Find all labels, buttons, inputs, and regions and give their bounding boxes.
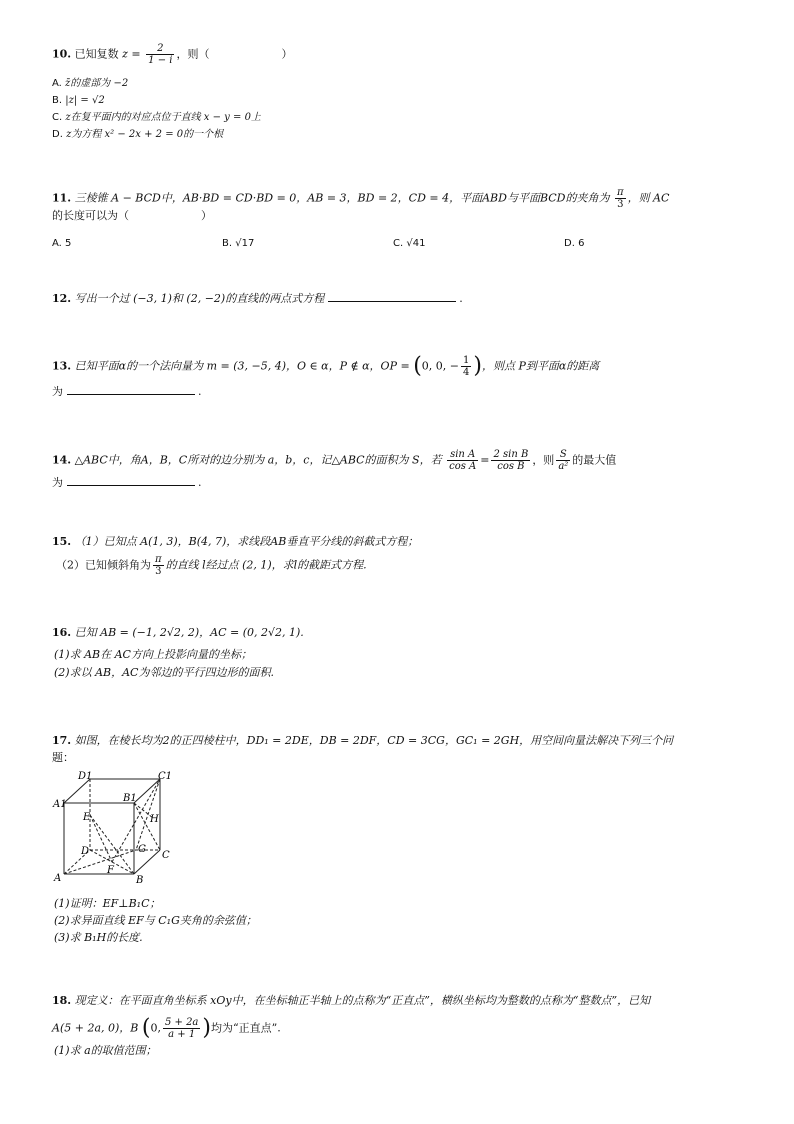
q11-conditions: AB·BD = CD·BD = 0，AB = 3，BD = 2，CD = 4，平面ABD与平面BCD的夹角为: [182, 191, 610, 205]
q12-text: 写出一个过 (−3, 1)和 (2, −2)的直线的两点式方程: [74, 292, 325, 305]
option-text: z为方程 x² − 2x + 2 = 0的一个根: [66, 129, 224, 140]
q14-f2-num: 2 sin B: [493, 449, 529, 460]
q10-frac-num: 2: [146, 43, 174, 55]
q16-number: 16.: [52, 626, 72, 639]
label-B1: B1: [123, 793, 137, 804]
q13-number: 13.: [52, 359, 72, 373]
q17-stem-line2: [52, 750, 74, 766]
option-letter: A.: [52, 238, 62, 249]
q11-option-d: [564, 236, 584, 252]
q11-fraction: [615, 187, 626, 210]
label-B: B: [136, 875, 144, 886]
q18-stem: [52, 993, 650, 1009]
q10-option-d: [52, 127, 223, 143]
q12-answer-blank[interactable]: [328, 291, 456, 302]
q15-number: 15.: [52, 535, 72, 548]
q10-stem-text: 已知复数: [74, 47, 119, 61]
q14-fraction-3: [556, 449, 570, 472]
q13-stem: [52, 355, 599, 378]
q10-stem-end: ）: [281, 47, 293, 61]
q11-frac-num: π: [616, 187, 624, 198]
q18-frac-den: a + 1: [168, 1029, 196, 1040]
q16-stem: [52, 625, 304, 641]
option-text: √17: [235, 238, 255, 249]
label-C1: C1: [158, 771, 173, 782]
q17-stem-text: 如图，在棱长均为2的正四棱柱中，DD₁ = 2DE，DB = 2DF，CD = 3CG，GC₁ = 2GH，用空间向量法解决下列三个问: [74, 734, 674, 747]
q11-number: 11.: [52, 191, 72, 205]
option-letter: A.: [52, 78, 62, 89]
q17-part1: [54, 896, 161, 912]
q11-frac-den: 3: [617, 199, 624, 210]
q15-fraction: [153, 554, 164, 577]
q17-stem2-text: 题：: [52, 751, 74, 764]
label-D: D: [81, 846, 90, 857]
q13-end: .: [198, 385, 202, 398]
q17-number: 17.: [52, 734, 72, 747]
q17-prism-figure: [50, 770, 180, 888]
q10-option-c: [52, 110, 261, 126]
q15-part2: [56, 554, 367, 577]
label-F: F: [107, 865, 114, 876]
q14-fraction-2: [491, 449, 530, 472]
q14-number: 14.: [52, 453, 72, 467]
q10-fraction: [146, 43, 174, 66]
q13-line2: [52, 384, 202, 400]
q15-part1-text: （1）已知点 A(1, 3)，B(4, 7)，求线段AB垂直平分线的斜截式方程；: [74, 535, 419, 548]
q14-answer-blank[interactable]: [67, 475, 195, 486]
q14-f1-num: sin A: [447, 449, 478, 461]
q15-part2-a: （2）已知倾斜角为: [56, 558, 151, 572]
q14-end: .: [198, 476, 202, 489]
q11-stem: [52, 187, 669, 210]
q17-part3-text: (3)求 B₁H的长度.: [54, 931, 143, 944]
option-letter: B.: [52, 95, 63, 106]
q18-coord: 0,: [150, 1021, 161, 1035]
q11-option-c: [393, 236, 425, 252]
q16-part2: [54, 665, 274, 681]
option-text: √41: [406, 238, 426, 249]
q10-frac-den: 1 − i: [148, 55, 173, 66]
q13-line2-text: 为: [52, 385, 63, 398]
option-letter: D.: [52, 129, 63, 140]
option-text: 5: [65, 238, 72, 249]
q10-stem-then: ，则（: [176, 47, 210, 61]
q18-number: 18.: [52, 994, 72, 1007]
q15-part1: [52, 534, 418, 550]
q18-line2-b: 均为“正直点”.: [211, 1021, 281, 1035]
q13-answer-blank[interactable]: [67, 384, 195, 395]
q13-op: OP =: [380, 359, 410, 373]
q18-part1-text: (1)求 a的取值范围；: [54, 1044, 157, 1057]
q11-line2-text: 的长度可以为（: [52, 209, 129, 222]
q10-option-a: [52, 76, 128, 92]
q14-stem: [52, 449, 616, 472]
q16-part2-text: (2)求以 AB，AC为邻边的平行四边形的面积.: [54, 666, 274, 679]
q18-line2-a: A(5 + 2a, 0)，B: [52, 1021, 139, 1035]
q10-stem: [52, 43, 292, 66]
q14-f3-den: a²: [558, 461, 569, 472]
q11-stem-b: ，则 AC: [627, 191, 670, 205]
q17-stem: [52, 733, 673, 749]
q16-part1-text: (1)求 AB在 AC方向上投影向量的坐标；: [54, 648, 252, 661]
q10-number: 10.: [52, 47, 72, 61]
option-text: |z| = √2: [65, 95, 105, 106]
q12-end: .: [459, 292, 463, 305]
q14-text-c: 的最大值: [572, 453, 617, 467]
option-letter: C.: [393, 238, 404, 249]
q17-part3: [54, 930, 143, 946]
q14-text-b: ，则: [532, 453, 555, 467]
q18-fraction: [163, 1017, 200, 1040]
q18-frac-num: 5 + 2a: [164, 1017, 199, 1028]
q14-line2-text: 为: [52, 476, 63, 489]
option-letter: D.: [564, 238, 575, 249]
q13-text-a: 已知平面α的一个法向量为 m = (3, −5, 4)，O ∈ α，P ∉ α，: [74, 359, 381, 373]
q15-frac-num: π: [155, 554, 162, 565]
q18-part1: [54, 1043, 157, 1059]
q13-coords: 0, 0, −: [421, 359, 459, 373]
q13-frac-num: 1: [462, 355, 470, 366]
q13-frac-den: 4: [462, 367, 470, 378]
q11-option-a: [52, 236, 71, 252]
q14-f1-den: cos A: [449, 461, 477, 472]
q10-option-b: [52, 93, 105, 109]
label-G: G: [138, 844, 146, 855]
q16-stem-text: 已知 AB = (−1, 2√2, 2)，AC = (0, 2√2, 1).: [74, 626, 304, 639]
q10-z-eq: z =: [122, 47, 141, 61]
q16-part1: [54, 647, 252, 663]
q13-fraction: [461, 355, 471, 378]
q14-eq: =: [480, 453, 490, 467]
option-letter: C.: [52, 112, 63, 123]
q14-f2-den: cos B: [497, 461, 525, 472]
label-C: C: [162, 850, 170, 861]
q13-paren-close: ): [473, 353, 482, 379]
q18-line2: [52, 1017, 281, 1040]
option-text: 6: [578, 238, 585, 249]
q17-part2: [54, 913, 257, 929]
q14-fraction-1: [447, 449, 478, 472]
q14-text-a: △ABC中，角A，B，C所对的边分别为 a，b，c，记△ABC的面积为 S，若: [74, 453, 442, 467]
label-D1: D1: [78, 771, 93, 782]
q11-option-b: [222, 236, 254, 252]
q11-line2-end: ）: [201, 209, 212, 222]
q18-paren-close: ): [202, 1015, 211, 1041]
q11-stem-line2: [52, 208, 212, 224]
label-E: E: [83, 812, 91, 823]
q17-part2-text: (2)求异面直线 EF与 C₁G夹角的余弦值；: [54, 914, 257, 927]
q13-paren-open: (: [413, 353, 422, 379]
option-letter: B.: [222, 238, 233, 249]
q11-stem-a: 三棱锥 A − BCD中，: [74, 191, 183, 205]
q13-text-b: ，则点 P到平面α的距离: [481, 359, 600, 373]
label-A1: A1: [53, 799, 67, 810]
label-H: H: [150, 814, 159, 825]
q12-number: 12.: [52, 292, 72, 305]
label-A: A: [54, 873, 62, 884]
q15-part2-b: 的直线 l经过点 (2, 1)，求l的截距式方程.: [165, 558, 367, 572]
q18-paren-open: (: [141, 1015, 151, 1041]
option-text: z在复平面内的对应点位于直线 x − y = 0上: [65, 112, 261, 123]
q18-stem-text: 现定义：在平面直角坐标系 xOy中，在坐标轴正半轴上的点称为“正直点”，横纵坐标均为整数的点称为“整数点”，已知: [74, 994, 651, 1007]
q17-part1-text: (1)证明：EF⊥B₁C；: [54, 897, 161, 910]
q14-line2: [52, 475, 202, 491]
option-text: z̄的虚部为 −2: [65, 78, 129, 89]
q12-stem: [52, 291, 463, 307]
q15-frac-den: 3: [155, 566, 162, 577]
q14-f3-num: S: [556, 449, 570, 461]
